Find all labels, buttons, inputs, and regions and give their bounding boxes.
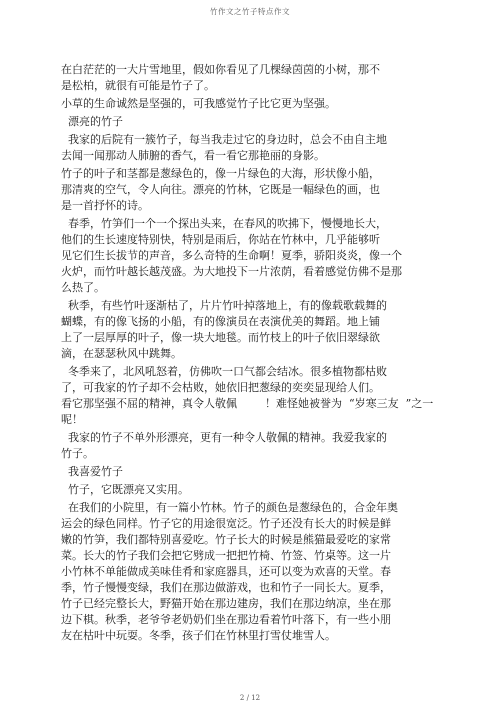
page-header: 竹作文之竹子特点作文 (210, 7, 290, 16)
paragraph-12: 在我们的小院里，有一篇小竹林。竹子的颜色是葱绿色的，合金年奥 运会的绿色同样。竹子它的用途很宽泛。竹子还没有长大的时候是鲜 嫩的竹笋，我们都特别喜爱吃。竹子长大的时候是熊猫最爱吃的家常 菜。长大的竹子我们会把它劈成一把把竹椅、竹签、竹桌等。这一片 小竹林不单能做成美味佳肴和家庭器具，还可以变为欢喜的天堂。春 季，竹子慢慢变绿，我们在那边做游戏，也和竹子一同长大。夏季， 竹子已经完整长大，野猫开始在那边建房，我们在那边纳凉，坐在那 边下棋。秋季，老爷爷老奶奶们坐在那边看着竹叶落下，有一些小朋 友在枯叶中玩耍。冬季，孩子们在竹林里打雪仗堆雪人。 (61, 501, 398, 642)
section-heading-beautiful-bamboo: 漂亮的竹子 (61, 115, 123, 128)
paragraph-9: 我家的竹子不单外形漂亮，更有一种令人敬佩的精神。我爱我家的 竹子。 (61, 431, 387, 460)
paragraph-5: 竹子的叶子和茎都是葱绿色的，像一片绿色的大海，形状像小船， 那清爽的空气，令人向往。漂亮的竹林，它既是一幅绿色的画，也 是一首抒怀的诗。 (61, 167, 380, 212)
paragraph-1: 在白茫茫的一大片雪地里，假如你看见了几棵绿茵茵的小树，那不 是松柏，就很有可能是竹子了。 (61, 63, 380, 92)
page-number: 2 / 12 (239, 694, 261, 702)
paragraph-4: 我家的后院有一簇竹子，每当我走过它的身边时，总会不由自主地 去闻一闻那动人肺腑的香气，看一看它那艳丽的身影。 (61, 133, 387, 162)
paragraph-autumn: 秋季，有些竹叶逐渐枯了，片片竹叶掉落地上，有的像载歌载舞的 蝴蝶，有的像飞扬的小船，有的像演员在表演优美的舞蹈。地上铺 上了一层厚厚的叶子，像一块大地毯。而竹枝上的叶子依旧翠绿欲 滴，在瑟瑟秋风中跳舞。 (61, 299, 387, 360)
paragraph-11: 竹子，它既漂亮又实用。 (61, 483, 189, 496)
paragraph-winter: 冬季来了，北风吼怒着，仿佛吹一口气都会结冰。很多植物都枯败 了，可我家的竹子却不会枯败，她依旧把葱绿的奕奕显现给人们。 看它那坚强不屈的精神，真令人敬佩 ！难怪她被誉为 “岁寒三友 ”之一 呢！ (61, 365, 434, 426)
section-heading-i-love-bamboo: 我喜爱竹子 (61, 465, 123, 478)
paragraph-2: 小草的生命诚然是坚强的，可我感觉竹子比它更为坚强。 (61, 97, 336, 110)
paragraph-spring: 春季，竹笋们一个一个探出头来，在春风的吹拂下，慢慢地长大， 他们的生长速度特别快，特别是雨后，你站在竹林中，几乎能够听 见它们生长拔节的声音，多么奇特的生命啊！夏季，骄阳炎炎，像一个 火炉，而竹叶越长越茂盛。为大地投下一片浓荫，看着感觉仿佛不是那 么热了。 (61, 217, 402, 294)
document-body (61, 62, 439, 646)
